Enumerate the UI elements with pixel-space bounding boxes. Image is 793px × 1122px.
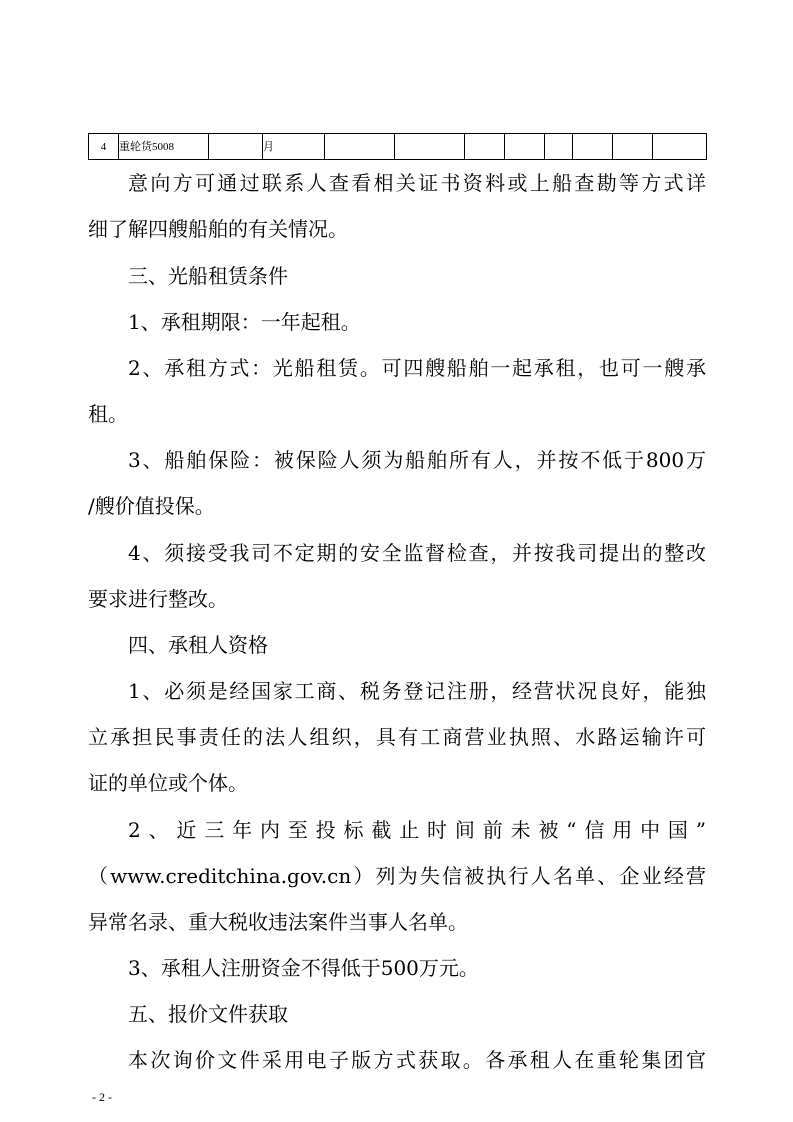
paragraph-line: 1、承租期限：一年起租。 bbox=[128, 310, 361, 334]
paragraph-line: 3、船舶保险：被保险人须为船舶所有人，并按不低于800万 bbox=[128, 448, 706, 472]
table-cell bbox=[573, 134, 613, 160]
section-heading: 五、报价文件获取 bbox=[128, 1002, 288, 1026]
table-cell bbox=[465, 134, 505, 160]
paragraph-line: 4、须接受我司不定期的安全监督检查，并按我司提出的整改 bbox=[128, 541, 706, 565]
paragraph-line: 异常名录、重大税收违法案件当事人名单。 bbox=[88, 910, 468, 934]
table-row bbox=[89, 134, 707, 160]
page-number: - 2 - bbox=[92, 1090, 112, 1104]
paragraph-line: 1、必须是经国家工商、税务登记注册，经营状况良好，能独 bbox=[128, 679, 706, 703]
paragraph-line: 租。 bbox=[88, 402, 128, 426]
paragraph-line: 意向方可通过联系人查看相关证书资料或上船查勘等方式详 bbox=[128, 171, 706, 195]
table-cell bbox=[505, 134, 545, 160]
table-cell bbox=[653, 134, 707, 160]
table-cell bbox=[395, 134, 465, 160]
ship-table-row bbox=[88, 133, 707, 160]
table-cell bbox=[545, 134, 573, 160]
section-heading: 四、承租人资格 bbox=[128, 633, 268, 657]
table-cell bbox=[325, 134, 395, 160]
table-cell-ship-name: 重轮货5008 bbox=[119, 134, 209, 160]
paragraph-line: 2、近三年内至投标截止时间前未被“信用中国” bbox=[128, 818, 706, 842]
table-cell-number: 4 bbox=[89, 134, 119, 160]
paragraph-line: 要求进行整改。 bbox=[88, 587, 228, 611]
paragraph-line: （www.creditchina.gov.cn）列为失信被执行人名单、企业经营 bbox=[88, 864, 706, 888]
paragraph-line: /艘价值投保。 bbox=[88, 494, 215, 518]
table-cell bbox=[613, 134, 653, 160]
paragraph-line: 3、承租人注册资金不得低于500万元。 bbox=[128, 956, 479, 980]
paragraph-line: 本次询价文件采用电子版方式获取。各承租人在重轮集团官 bbox=[128, 1048, 706, 1072]
paragraph-line: 2、承租方式：光船租赁。可四艘船舶一起承租，也可一艘承 bbox=[128, 356, 706, 380]
section-heading: 三、光船租赁条件 bbox=[128, 264, 288, 288]
table-cell-month: 月 bbox=[263, 134, 325, 160]
paragraph-line: 细了解四艘船舶的有关情况。 bbox=[88, 217, 348, 241]
paragraph-line: 证的单位或个体。 bbox=[88, 771, 248, 795]
paragraph-line: 立承担民事责任的法人组织，具有工商营业执照、水路运输许可 bbox=[88, 725, 706, 749]
table-cell bbox=[209, 134, 263, 160]
